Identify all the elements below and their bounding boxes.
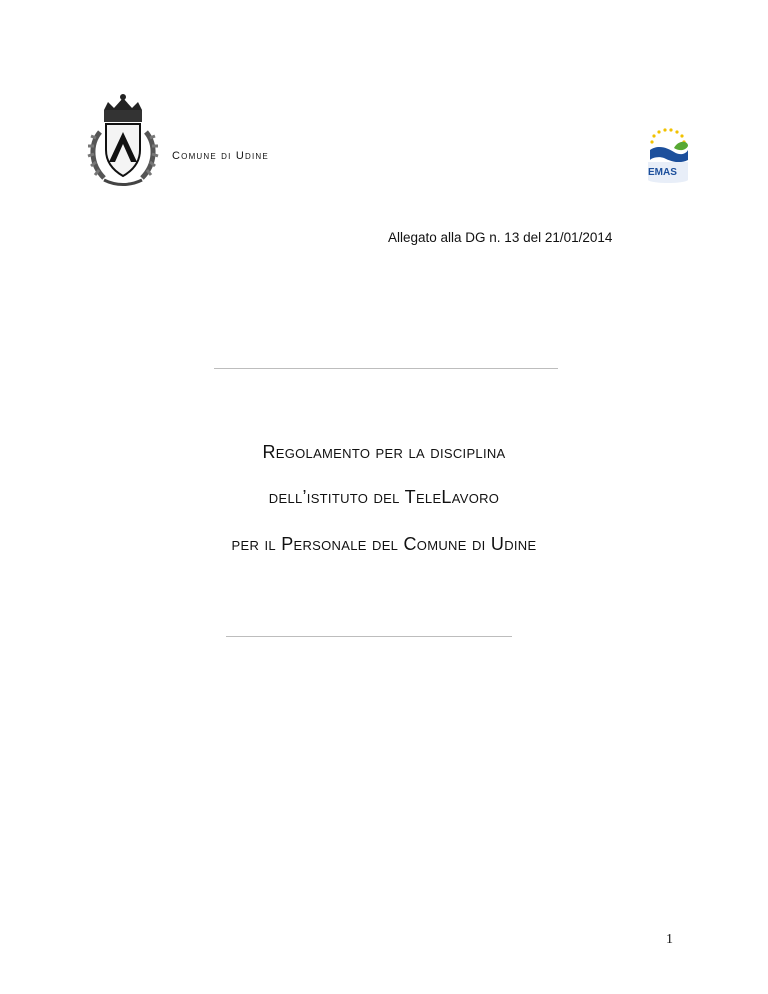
divider-top xyxy=(214,368,558,369)
municipality-name xyxy=(172,150,269,162)
page-number: 1 xyxy=(666,932,673,947)
title-line-2: dell’istituto del TeleLavoro xyxy=(268,487,500,507)
attachment-note: Allegato alla DG n. 13 del 21/01/2014 xyxy=(388,230,613,245)
title-line-1: Regolamento per la disciplina xyxy=(262,442,506,462)
title-line-3: per il Personale del Comune di Udine xyxy=(231,534,537,554)
emas-logo-text: EMAS xyxy=(648,167,677,178)
udine-coat-of-arms-icon xyxy=(86,92,160,188)
municipality-label: Comune di Udine xyxy=(172,150,269,162)
emas-logo-icon xyxy=(644,126,692,188)
divider-bottom xyxy=(226,636,512,637)
